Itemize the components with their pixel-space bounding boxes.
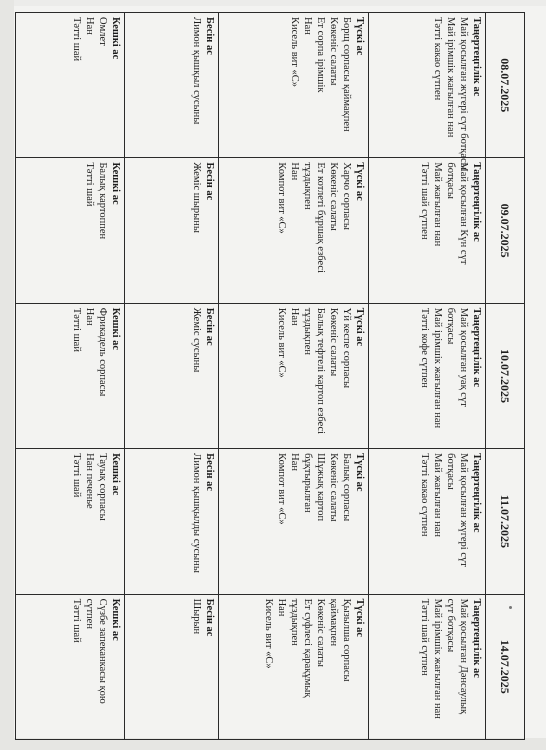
meal-title: Кешкі ас — [109, 453, 121, 496]
menu-item: сүт ботқасы — [445, 598, 456, 653]
menu-item: Тәтті кофе сүтпен — [419, 307, 430, 388]
menu-item: Нан — [83, 307, 95, 326]
menu-item: ботқасы — [445, 162, 456, 199]
menu-item: Май қосылған Дәнсаулық — [458, 598, 469, 715]
snack-cell — [124, 158, 218, 303]
menu-item: қаймақпен — [328, 598, 340, 647]
menu-item: Тәтті шай сүтпен — [419, 598, 430, 676]
menu-item: тұздықпен — [289, 598, 301, 646]
menu-item: Балық тефтелі картоп езбесі — [315, 307, 327, 435]
meal-title: Түскі ас — [354, 307, 366, 347]
date-header: 10.07.2025 — [486, 303, 525, 448]
date-header: 09.07.2025 — [486, 158, 525, 303]
menu-item: Тәтті шай — [70, 453, 82, 498]
menu-item: Май қосылған жүгері сүт ботқасы — [458, 17, 469, 170]
meal-title: Бесін ас — [203, 307, 215, 346]
meal-title: Таңертеңгілік ас — [471, 598, 482, 678]
dinner-cell — [16, 13, 125, 158]
menu-item: Нан — [289, 307, 301, 326]
menu-item: Тәтті какао сүтпен — [419, 453, 430, 537]
lunch-cell — [218, 13, 368, 158]
lunch-cell — [218, 158, 368, 303]
menu-item: Май ірімшік жағылған нан — [445, 17, 456, 138]
lunch-cell — [218, 594, 368, 739]
menu-item: Тәтті шай — [70, 307, 82, 352]
menu-item: Көкеніс салаты — [315, 598, 327, 667]
menu-item: Нан — [83, 17, 95, 35]
menu-item: Балық картоппен — [96, 162, 108, 240]
meal-title: Кешкі ас — [109, 17, 121, 60]
menu-item: Ет сорпа ірімшік — [315, 17, 327, 93]
menu-item: сүтпен — [83, 598, 95, 629]
menu-item: тұздықпен — [302, 307, 314, 355]
menu-item: Нан — [302, 17, 314, 35]
meal-title: Таңертеңгілік ас — [471, 17, 482, 97]
menu-item: Нан — [276, 598, 288, 617]
breakfast-cell — [369, 13, 486, 170]
meal-title: Кешкі ас — [109, 598, 121, 641]
menu-item: ботқасы — [445, 453, 456, 490]
menu-item: Тәтті шай сүтпен — [419, 162, 430, 240]
menu-item: Фрикадель сорпасы — [96, 307, 108, 397]
meal-title: Бесін ас — [203, 162, 215, 201]
menu-item: Май жағылған нан — [432, 453, 443, 538]
meal-title: Кешкі ас — [109, 307, 121, 351]
menu-item: Май қосылған Күн сүт — [458, 162, 469, 265]
scan-edge-left — [0, 0, 14, 750]
menu-item: Кисель вит «С» — [289, 17, 301, 88]
menu-item: Кисель вит «С» — [276, 307, 288, 378]
lunch-row — [218, 13, 368, 740]
menu-item: Үй кеспе сорпасы — [341, 307, 353, 389]
meal-title: Таңертеңгілік ас — [471, 307, 482, 388]
page-viewport — [15, 12, 525, 740]
menu-item: Май қосылған уақ сүт — [458, 307, 469, 407]
rotated-menu-sheet — [15, 12, 525, 740]
menu-item: Тәтті шай — [70, 598, 82, 643]
breakfast-cell — [369, 594, 486, 739]
menu-item: Лимон қышқыл сусыны — [190, 17, 202, 125]
menu-item: бұқтырылған — [302, 453, 314, 513]
meal-title: Түскі ас — [354, 453, 366, 492]
menu-item: Балық сорпасы — [341, 453, 353, 522]
menu-item: Жеміс шырыны — [190, 162, 202, 233]
menu-item: Май жағылған нан — [432, 162, 443, 247]
breakfast-row — [369, 13, 486, 740]
menu-item: Тәтті шай — [70, 17, 82, 62]
meal-title: Бесін ас — [203, 453, 215, 492]
meal-title: Түскі ас — [354, 17, 366, 56]
meal-title: Түскі ас — [354, 162, 366, 201]
menu-item: Шырын — [190, 598, 202, 635]
breakfast-cell — [369, 449, 486, 594]
menu-item: Қызылша сорпасы — [341, 598, 353, 682]
menu-item: Нан печенье — [83, 453, 95, 509]
meal-title: Кешкі ас — [109, 162, 121, 205]
meal-title: Таңертеңгілік ас — [471, 162, 482, 242]
dinner-cell — [16, 303, 125, 448]
date-header: 11.07.2025 — [486, 449, 525, 594]
menu-item: Харчо сорпасы — [341, 162, 353, 230]
dinner-cell — [16, 158, 125, 303]
menu-item: Компот вит «С» — [276, 453, 288, 525]
snack-cell — [124, 449, 218, 594]
menu-item: Борщ сорпасы қаймақпен — [341, 17, 353, 132]
meal-title: Түскі ас — [354, 598, 366, 637]
menu-item: Лимон қышқылды сусыны — [190, 453, 202, 573]
menu-item: Шұжық картоп — [315, 453, 327, 522]
menu-item: Компот вит «С» — [276, 162, 288, 234]
snack-cell — [124, 303, 218, 448]
date-header: 08.07.2025 — [486, 13, 525, 158]
date-header-row — [486, 13, 525, 740]
dinner-row — [16, 13, 125, 740]
meal-title: Бесін ас — [203, 598, 215, 637]
menu-item: Көкеніс салаты — [328, 17, 340, 86]
scan-edge-top — [0, 0, 546, 6]
menu-item: Көкеніс салаты — [328, 307, 340, 377]
menu-item: Омлет — [96, 17, 108, 46]
menu-item: Май ірімшік жағылған нан — [432, 598, 443, 719]
menu-item: Ет суфлесі қарақұмық — [302, 598, 314, 698]
dinner-cell — [16, 594, 125, 739]
menu-item: Көкеніс салаты — [328, 162, 340, 231]
snack-cell — [124, 13, 218, 158]
snack-cell — [124, 594, 218, 739]
menu-table — [15, 12, 525, 740]
menu-item: Май қосылған жүгері сүт — [458, 453, 469, 567]
meal-title: Бесін ас — [203, 17, 215, 55]
menu-item: Нан — [289, 453, 301, 472]
dinner-cell — [16, 449, 125, 594]
breakfast-cell — [369, 303, 486, 448]
lunch-cell — [218, 449, 368, 594]
menu-item: Нан — [289, 162, 301, 181]
menu-item: ботқасы — [445, 307, 456, 345]
menu-item: Тәтті какао сүтпен — [432, 17, 443, 101]
meal-title: Таңертеңгілік ас — [471, 453, 482, 533]
menu-item: тұздықпен — [302, 162, 314, 210]
menu-item: Жеміс сусыны — [190, 307, 202, 373]
snack-row — [124, 13, 218, 740]
breakfast-cell — [369, 158, 486, 303]
menu-item: Көкеніс салаты — [328, 453, 340, 522]
menu-item: Кисель вит «С» — [263, 598, 275, 669]
menu-item: Ет котлеті бұршақ езбесі — [315, 162, 327, 274]
menu-item: Тәтті шай — [83, 162, 95, 207]
lunch-cell — [218, 303, 368, 448]
menu-item: Тауық сорпасы — [96, 453, 108, 521]
menu-item: Май ірімшік жағылған нан — [432, 307, 443, 429]
date-header: 14.07.2025 — [486, 594, 525, 739]
menu-item: Сүзбе запеканкасы қою — [96, 598, 108, 704]
